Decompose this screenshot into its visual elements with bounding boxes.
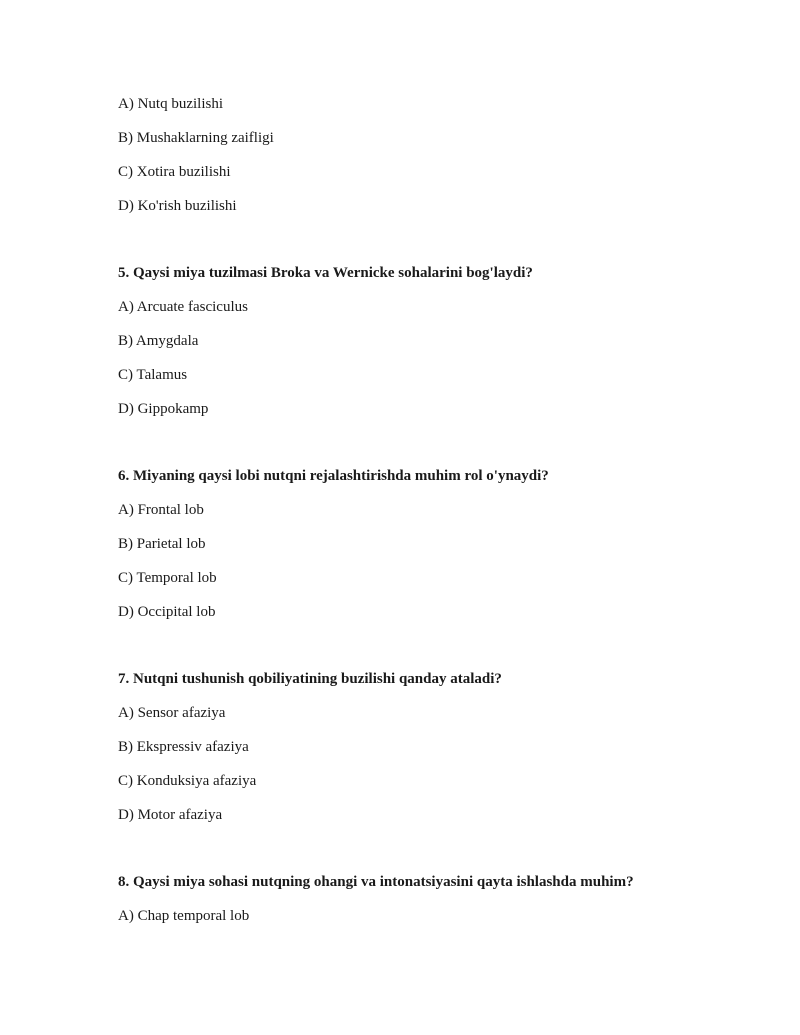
question-7-option-b: B) Ekspressiv afaziya — [118, 739, 249, 755]
question-6-option-c: C) Temporal lob — [118, 570, 217, 586]
option-prev-d: D) Ko'rish buzilishi — [118, 198, 237, 214]
question-6-option-d: D) Occipital lob — [118, 604, 216, 620]
option-prev-c: C) Xotira buzilishi — [118, 164, 231, 180]
question-7-option-d: D) Motor afaziya — [118, 807, 223, 823]
question-6-text: 6. Miyaning qaysi lobi nutqni rejalashtirishda muhim rol o'ynaydi? — [118, 468, 549, 484]
question-8-text: 8. Qaysi miya sohasi nutqning ohangi va intonatsiyasini qayta ishlashda muhim? — [118, 874, 634, 890]
question-5-option-a: A) Arcuate fasciculus — [118, 299, 248, 315]
question-8-option-a: A) Chap temporal lob — [118, 908, 250, 924]
question-7-option-c: C) Konduksiya afaziya — [118, 773, 257, 789]
question-6-option-b: B) Parietal lob — [118, 536, 206, 552]
question-5-option-b: B) Amygdala — [118, 333, 199, 349]
question-5-option-d: D) Gippokamp — [118, 401, 209, 417]
option-prev-b: B) Mushaklarning zaifligi — [118, 130, 274, 146]
question-5-option-c: C) Talamus — [118, 367, 188, 383]
question-6-option-a: A) Frontal lob — [118, 502, 204, 518]
question-7-text: 7. Nutqni tushunish qobiliyatining buzilishi qanday ataladi? — [118, 671, 502, 687]
option-prev-a: A) Nutq buzilishi — [118, 96, 223, 112]
question-7-option-a: A) Sensor afaziya — [118, 705, 226, 721]
question-5-text: 5. Qaysi miya tuzilmasi Broka va Wernicke sohalarini bog'laydi? — [118, 265, 533, 281]
